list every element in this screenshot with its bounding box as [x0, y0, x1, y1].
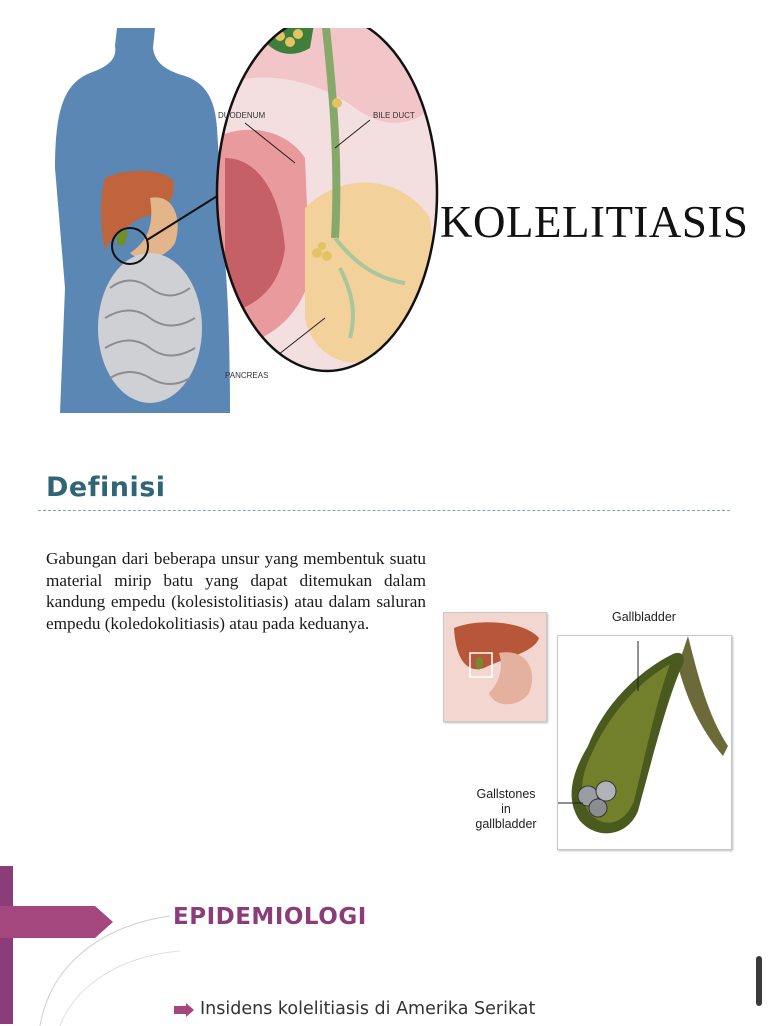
arrow-bullet-icon: [174, 1003, 194, 1017]
torso-thumbnail-image: [443, 612, 547, 722]
section-heading-epidemiologi: EPIDEMIOLOGI: [173, 904, 367, 930]
gallbladder-image: [557, 635, 732, 850]
gallbladder-illustration: [558, 636, 731, 849]
section-heading-definisi: Definisi: [46, 472, 166, 503]
slide-definisi: [0, 440, 768, 865]
slide-title: KOLELITIASIS: [440, 197, 749, 247]
scrollbar-thumb[interactable]: [756, 956, 762, 1006]
label-bile-duct: BILE DUCT: [373, 111, 415, 120]
magnified-anatomy-inset: [215, 28, 440, 388]
label-pancreas: PANCREAS: [225, 371, 269, 380]
anatomy-illustration: [55, 28, 440, 413]
label-duodenum: DUODENUM: [218, 111, 266, 120]
label-gallstones: Gallstones in gallbladder: [475, 787, 537, 831]
accent-sidebar: [0, 866, 13, 1024]
label-gallbladder: Gallbladder: [612, 610, 676, 624]
heading-divider: [38, 510, 730, 511]
bullet-item: Insidens kolelitiasis di Amerika Serikat: [200, 999, 536, 1019]
slide-kolelitiasis-title: [0, 0, 768, 430]
decorative-line-art: [20, 906, 180, 1026]
definition-paragraph: Gabungan dari beberapa unsur yang membentuk suatu material mirip batu yang dapat ditemukan dalam kandung empedu (kolesistolitiasis) atau dalam saluran empedu (koledokolitiasis) atau pada keduanya.: [46, 549, 426, 633]
body-silhouette-illustration: [55, 28, 230, 413]
slide-epidemiologi: [0, 866, 768, 1024]
